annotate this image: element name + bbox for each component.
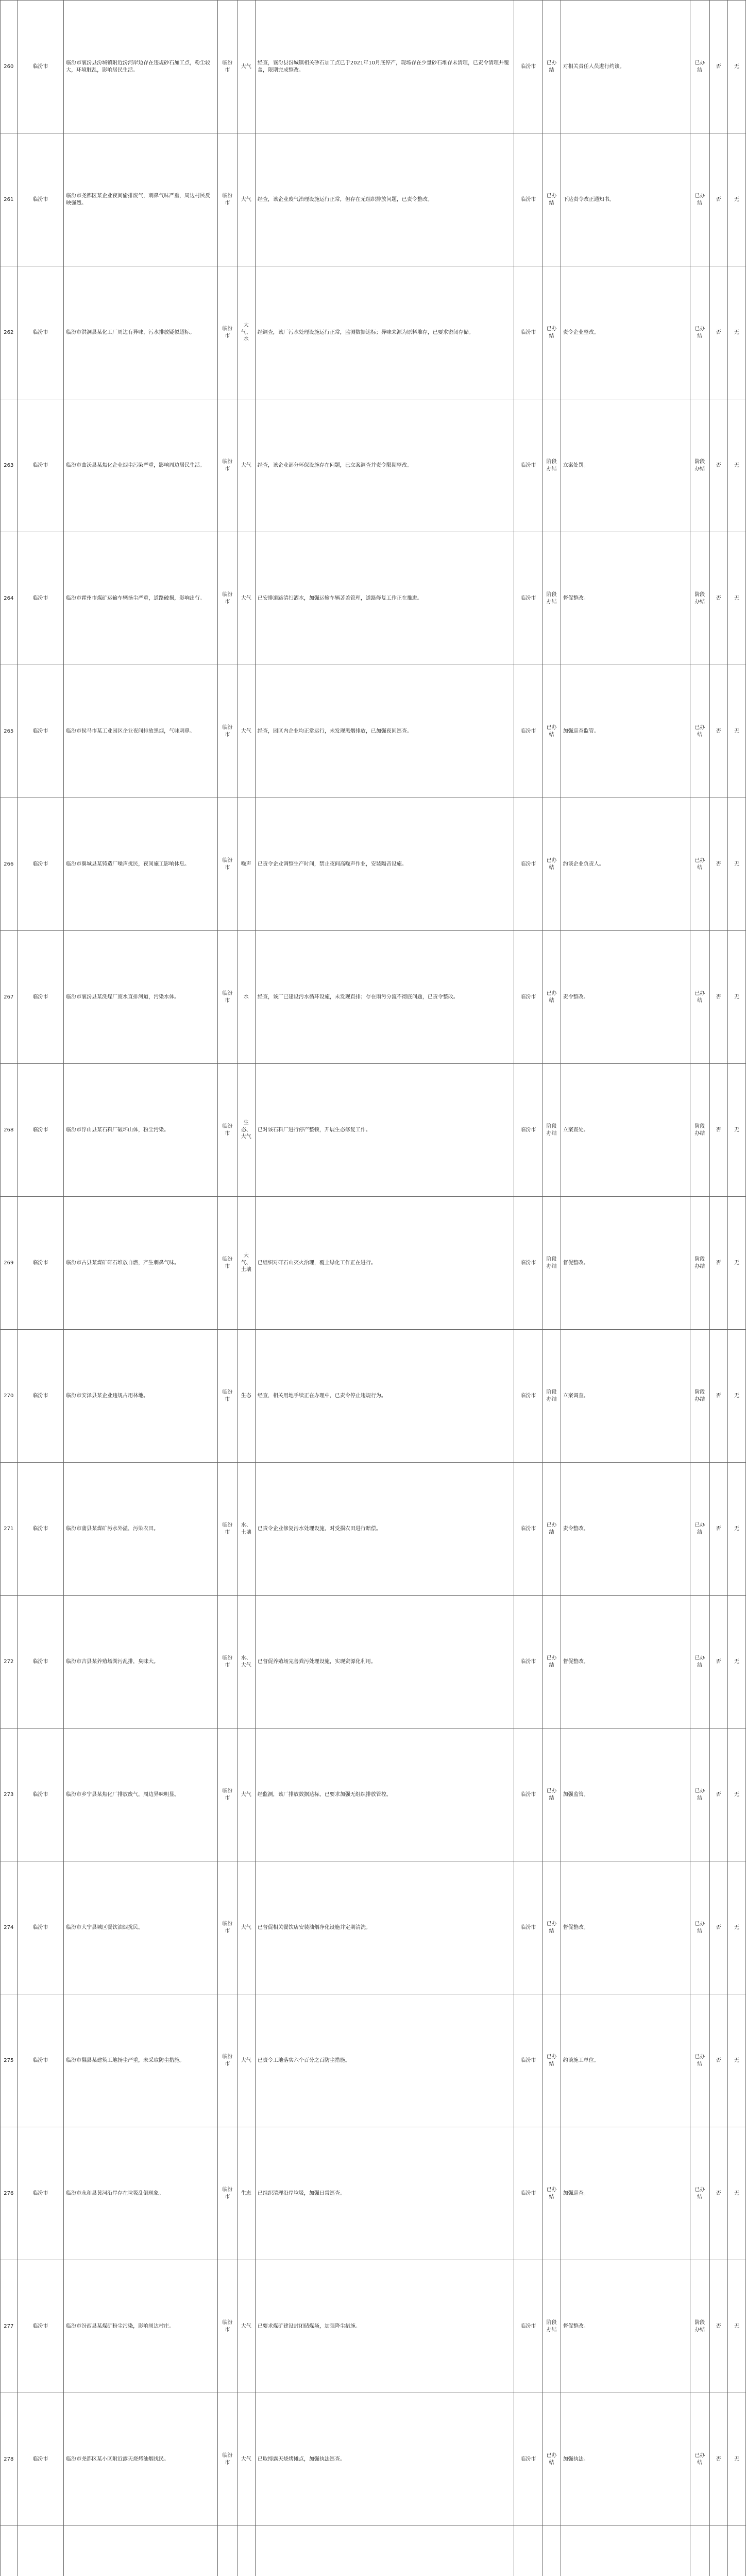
table-row [1, 1330, 746, 1463]
flag-cell: 否 [709, 1596, 727, 1728]
type-cell: 大气 [237, 2393, 255, 2526]
status-cell: 已办结 [542, 1728, 561, 1861]
responsibility-cell: 加强巡查监管。 [561, 665, 690, 798]
city-cell-2: 临汾市 [514, 1064, 542, 1197]
status-cell: 已办结 [542, 1861, 561, 1994]
status-cell: 阶段办结 [542, 1064, 561, 1197]
status-cell-2: 阶段办结 [690, 2260, 709, 2393]
type-cell: 水、大气 [237, 1596, 255, 1728]
responsibility-cell: 加强执法。 [561, 2393, 690, 2526]
flag-cell: 否 [709, 931, 727, 1064]
note-cell: 无 [727, 1994, 745, 2127]
row-number: 271 [1, 1463, 18, 1596]
status-cell-2: 阶段办结 [690, 532, 709, 665]
status-cell: 已办结 [542, 133, 561, 266]
status-cell-2: 阶段办结 [690, 1330, 709, 1463]
type-cell: 大气、土壤 [237, 1197, 255, 1330]
city-cell-2: 临汾市 [514, 2393, 542, 2526]
area-cell: 临汾市 [17, 931, 63, 1064]
table-body [1, 1, 746, 2576]
table-row [1, 798, 746, 931]
responsibility-cell: 督促整改。 [561, 2260, 690, 2393]
row-number: 272 [1, 1596, 18, 1728]
city-cell-2: 临汾市 [514, 266, 542, 399]
status-cell: 已办结 [542, 1596, 561, 1728]
status-cell-2: 阶段办结 [690, 1064, 709, 1197]
type-cell [237, 2526, 255, 2576]
problem-cell: 临汾市霍州市煤矿运输车辆扬尘严重，道路破损，影响出行。 [64, 532, 218, 665]
status-cell-2: 已办结 [690, 1994, 709, 2127]
area-cell [17, 2526, 63, 2576]
row-number: 264 [1, 532, 18, 665]
responsibility-cell: 责令整改。 [561, 1463, 690, 1596]
problem-cell: 临汾市翼城县某铸造厂噪声扰民，夜间施工影响休息。 [64, 798, 218, 931]
table-row [1, 665, 746, 798]
progress-cell: 经调查，该厂污水处理设施运行正常，监测数据达标；异味来源为原料堆存，已要求密闭存储。 [255, 266, 514, 399]
note-cell: 无 [727, 1, 745, 133]
note-cell: 无 [727, 798, 745, 931]
row-number: 266 [1, 798, 18, 931]
status-cell: 已办结 [542, 798, 561, 931]
row-number: 263 [1, 399, 18, 532]
area-cell: 临汾市 [17, 266, 63, 399]
flag-cell: 否 [709, 1463, 727, 1596]
status-cell: 已办结 [542, 266, 561, 399]
problem-cell: 临汾市隰县某建筑工地扬尘严重，未采取防尘措施。 [64, 1994, 218, 2127]
problem-cell: 临汾市蒲县某煤矿污水外溢，污染农田。 [64, 1463, 218, 1596]
progress-cell: 已责令企业调整生产时间，禁止夜间高噪声作业，安装隔音设施。 [255, 798, 514, 931]
city-cell: 临汾市 [218, 2393, 238, 2526]
type-cell: 大气、水 [237, 266, 255, 399]
flag-cell: 否 [709, 133, 727, 266]
type-cell: 大气 [237, 532, 255, 665]
status-cell-2: 已办结 [690, 1861, 709, 1994]
note-cell: 无 [727, 266, 745, 399]
row-number: 268 [1, 1064, 18, 1197]
flag-cell: 否 [709, 399, 727, 532]
row-number: 274 [1, 1861, 18, 1994]
responsibility-cell: 约谈施工单位。 [561, 1994, 690, 2127]
city-cell: 临汾市 [218, 266, 238, 399]
progress-cell: 已对该石料厂进行停产整顿，开展生态修复工作。 [255, 1064, 514, 1197]
flag-cell: 否 [709, 2260, 727, 2393]
problem-cell: 临汾市安泽县某企业违规占用林地。 [64, 1330, 218, 1463]
flag-cell: 否 [709, 532, 727, 665]
responsibility-cell: 立案查处。 [561, 1064, 690, 1197]
responsibility-cell: 督促整改。 [561, 1861, 690, 1994]
city-cell: 临汾市 [218, 1330, 238, 1463]
problem-cell: 临汾市尧都区某企业夜间偷排废气，刺鼻气味严重，周边村民反映强烈。 [64, 133, 218, 266]
row-number: 260 [1, 1, 18, 133]
table-row [1, 1861, 746, 1994]
progress-cell: 经查，该企业部分环保设施存在问题，已立案调查并责令限期整改。 [255, 399, 514, 532]
progress-cell: 经查，园区内企业均正常运行，未发现黑烟排放，已加强夜间巡查。 [255, 665, 514, 798]
progress-cell: 已要求煤矿建设封闭储煤场，加强降尘措施。 [255, 2260, 514, 2393]
note-cell: 无 [727, 399, 745, 532]
city-cell-2: 临汾市 [514, 1197, 542, 1330]
flag-cell: 否 [709, 1330, 727, 1463]
city-cell: 临汾市 [218, 1728, 238, 1861]
city-cell: 临汾市 [218, 2260, 238, 2393]
city-cell: 临汾市 [218, 931, 238, 1064]
city-cell-2: 临汾市 [514, 2260, 542, 2393]
responsibility-cell: 约谈企业负责人。 [561, 798, 690, 931]
note-cell: 无 [727, 931, 745, 1064]
city-cell: 临汾市 [218, 1, 238, 133]
area-cell: 临汾市 [17, 1596, 63, 1728]
type-cell: 大气 [237, 133, 255, 266]
flag-cell: 否 [709, 1861, 727, 1994]
status-cell-2: 已办结 [690, 133, 709, 266]
note-cell: 无 [727, 1330, 745, 1463]
table-row [1, 1728, 746, 1861]
problem-cell: 临汾市汾西县某煤矿粉尘污染，影响周边村庄。 [64, 2260, 218, 2393]
area-cell: 临汾市 [17, 1994, 63, 2127]
type-cell: 大气 [237, 1, 255, 133]
type-cell: 大气 [237, 1861, 255, 1994]
status-cell-2: 已办结 [690, 1596, 709, 1728]
flag-cell [709, 2526, 727, 2576]
status-cell: 阶段办结 [542, 1197, 561, 1330]
problem-cell: 临汾市浮山县某石料厂破坏山体，粉尘污染。 [64, 1064, 218, 1197]
status-cell-2: 已办结 [690, 2393, 709, 2526]
status-cell: 已办结 [542, 1, 561, 133]
table-row [1, 399, 746, 532]
area-cell: 临汾市 [17, 532, 63, 665]
table-row [1, 2127, 746, 2260]
table-row [1, 1197, 746, 1330]
table-row [1, 1064, 746, 1197]
responsibility-cell: 责令整改。 [561, 931, 690, 1064]
status-cell-2: 已办结 [690, 1, 709, 133]
city-cell-2: 临汾市 [514, 532, 542, 665]
status-cell: 已办结 [542, 665, 561, 798]
progress-cell: 已安排道路清扫洒水，加强运输车辆苫盖管理，道路修复工作正在推进。 [255, 532, 514, 665]
city-cell: 临汾市 [218, 1861, 238, 1994]
note-cell: 无 [727, 1596, 745, 1728]
table-row [1, 1596, 746, 1728]
type-cell: 生态、大气 [237, 1064, 255, 1197]
city-cell: 临汾市 [218, 399, 238, 532]
type-cell: 生态 [237, 2127, 255, 2260]
flag-cell: 否 [709, 1, 727, 133]
flag-cell: 否 [709, 1994, 727, 2127]
status-cell-2: 已办结 [690, 1728, 709, 1861]
city-cell-2: 临汾市 [514, 1596, 542, 1728]
row-number: 269 [1, 1197, 18, 1330]
progress-cell: 已取缔露天烧烤摊点，加强执法巡查。 [255, 2393, 514, 2526]
area-cell: 临汾市 [17, 665, 63, 798]
flag-cell: 否 [709, 266, 727, 399]
area-cell: 临汾市 [17, 1064, 63, 1197]
flag-cell: 否 [709, 798, 727, 931]
type-cell: 水、土壤 [237, 1463, 255, 1596]
progress-cell: 已责令工地落实六个百分之百防尘措施。 [255, 1994, 514, 2127]
row-number: 275 [1, 1994, 18, 2127]
type-cell: 大气 [237, 1728, 255, 1861]
area-cell: 临汾市 [17, 1, 63, 133]
row-number: 277 [1, 2260, 18, 2393]
area-cell: 临汾市 [17, 798, 63, 931]
area-cell: 临汾市 [17, 1861, 63, 1994]
status-cell: 阶段办结 [542, 1330, 561, 1463]
status-cell: 已办结 [542, 1994, 561, 2127]
note-cell: 无 [727, 1861, 745, 1994]
note-cell: 无 [727, 2260, 745, 2393]
status-cell-2 [690, 2526, 709, 2576]
status-cell-2: 已办结 [690, 2127, 709, 2260]
row-number: 270 [1, 1330, 18, 1463]
progress-cell: 经查，该企业废气治理设施运行正常，但存在无组织排放问题，已责令整改。 [255, 133, 514, 266]
responsibility-cell: 加强巡查。 [561, 2127, 690, 2260]
responsibility-cell: 督促整改。 [561, 532, 690, 665]
city-cell-2: 临汾市 [514, 133, 542, 266]
problem-cell [64, 2526, 218, 2576]
table-row [1, 133, 746, 266]
city-cell: 临汾市 [218, 1064, 238, 1197]
city-cell: 临汾市 [218, 798, 238, 931]
city-cell-2: 临汾市 [514, 1, 542, 133]
progress-cell: 经查，该厂已建设污水循环设施，未发现直排；存在雨污分流不彻底问题，已责令整改。 [255, 931, 514, 1064]
responsibility-cell: 对相关责任人员进行约谈。 [561, 1, 690, 133]
area-cell: 临汾市 [17, 2127, 63, 2260]
progress-cell: 经监测，该厂排放数据达标，已要求加强无组织排放管控。 [255, 1728, 514, 1861]
table-row [1, 1994, 746, 2127]
status-cell-2: 已办结 [690, 1463, 709, 1596]
row-number: 267 [1, 931, 18, 1064]
progress-cell: 经查，襄汾县汾城镇相关砂石加工点已于2021年10月底停产，现场存在少量砂石堆存未清理，已责令清理并覆盖，限期完成整改。 [255, 1, 514, 133]
city-cell-2: 临汾市 [514, 1994, 542, 2127]
row-number: 278 [1, 2393, 18, 2526]
status-cell: 已办结 [542, 2127, 561, 2260]
city-cell-2 [514, 2526, 542, 2576]
area-cell: 临汾市 [17, 2260, 63, 2393]
status-cell: 阶段办结 [542, 399, 561, 532]
area-cell: 临汾市 [17, 2393, 63, 2526]
progress-cell: 经查，相关用地手续正在办理中，已责令停止违规行为。 [255, 1330, 514, 1463]
city-cell: 临汾市 [218, 133, 238, 266]
type-cell: 水 [237, 931, 255, 1064]
city-cell: 临汾市 [218, 2127, 238, 2260]
note-cell [727, 2526, 745, 2576]
table-row [1, 532, 746, 665]
row-number: 261 [1, 133, 18, 266]
responsibility-cell: 下达责令改正通知书。 [561, 133, 690, 266]
city-cell-2: 临汾市 [514, 1330, 542, 1463]
flag-cell: 否 [709, 2127, 727, 2260]
city-cell-2: 临汾市 [514, 931, 542, 1064]
city-cell: 临汾市 [218, 665, 238, 798]
type-cell: 大气 [237, 1994, 255, 2127]
flag-cell: 否 [709, 2393, 727, 2526]
row-number: 262 [1, 266, 18, 399]
type-cell: 大气 [237, 399, 255, 532]
status-cell: 已办结 [542, 1463, 561, 1596]
type-cell: 生态 [237, 1330, 255, 1463]
table-row [1, 931, 746, 1064]
status-cell-2: 已办结 [690, 266, 709, 399]
status-cell: 阶段办结 [542, 532, 561, 665]
flag-cell: 否 [709, 1728, 727, 1861]
city-cell: 临汾市 [218, 1596, 238, 1728]
progress-cell: 已督促相关餐饮店安装油烟净化设施并定期清洗。 [255, 1861, 514, 1994]
note-cell: 无 [727, 1197, 745, 1330]
problem-cell: 临汾市襄汾县某洗煤厂废水直排河道，污染水体。 [64, 931, 218, 1064]
responsibility-cell [561, 2526, 690, 2576]
problem-cell: 临汾市襄汾县汾城镇附近汾河岸边存在违规砂石加工点，粉尘较大，环境脏乱，影响居民生活。 [64, 1, 218, 133]
city-cell-2: 临汾市 [514, 399, 542, 532]
area-cell: 临汾市 [17, 399, 63, 532]
note-cell: 无 [727, 2127, 745, 2260]
problem-cell: 临汾市古县某煤矿矸石堆放自燃，产生刺鼻气味。 [64, 1197, 218, 1330]
table-row [1, 1463, 746, 1596]
problem-cell: 临汾市大宁县城区餐饮油烟扰民。 [64, 1861, 218, 1994]
city-cell-2: 临汾市 [514, 665, 542, 798]
problem-cell: 临汾市侯马市某工业园区企业夜间排放黑烟，气味刺鼻。 [64, 665, 218, 798]
row-number: 265 [1, 665, 18, 798]
status-cell-2: 阶段办结 [690, 1197, 709, 1330]
flag-cell: 否 [709, 1064, 727, 1197]
city-cell-2: 临汾市 [514, 1728, 542, 1861]
note-cell: 无 [727, 1064, 745, 1197]
row-number: 273 [1, 1728, 18, 1861]
flag-cell: 否 [709, 665, 727, 798]
status-cell: 阶段办结 [542, 2260, 561, 2393]
problem-cell: 临汾市尧都区某小区附近露天烧烤油烟扰民。 [64, 2393, 218, 2526]
table-row [1, 2393, 746, 2526]
type-cell: 大气 [237, 665, 255, 798]
row-number: 276 [1, 2127, 18, 2260]
city-cell-2: 临汾市 [514, 798, 542, 931]
table-row [1, 2526, 746, 2576]
responsibility-cell: 立案处罚。 [561, 399, 690, 532]
note-cell: 无 [727, 532, 745, 665]
progress-cell: 已组织对矸石山灭火治理，覆土绿化工作正在进行。 [255, 1197, 514, 1330]
note-cell: 无 [727, 133, 745, 266]
type-cell: 大气 [237, 2260, 255, 2393]
table-row [1, 266, 746, 399]
type-cell: 噪声 [237, 798, 255, 931]
city-cell [218, 2526, 238, 2576]
responsibility-cell: 督促整改。 [561, 1197, 690, 1330]
city-cell: 临汾市 [218, 1463, 238, 1596]
city-cell: 临汾市 [218, 1197, 238, 1330]
problem-cell: 临汾市吉县某养殖场粪污乱排，臭味大。 [64, 1596, 218, 1728]
status-cell [542, 2526, 561, 2576]
status-cell-2: 阶段办结 [690, 399, 709, 532]
responsibility-cell: 加强监管。 [561, 1728, 690, 1861]
area-cell: 临汾市 [17, 1330, 63, 1463]
city-cell-2: 临汾市 [514, 1463, 542, 1596]
progress-cell [255, 2526, 514, 2576]
area-cell: 临汾市 [17, 1463, 63, 1596]
note-cell: 无 [727, 2393, 745, 2526]
responsibility-cell: 督促整改。 [561, 1596, 690, 1728]
city-cell: 临汾市 [218, 532, 238, 665]
note-cell: 无 [727, 1463, 745, 1596]
area-cell: 临汾市 [17, 1728, 63, 1861]
note-cell: 无 [727, 1728, 745, 1861]
problem-cell: 临汾市永和县黄河沿岸存在垃圾乱倒现象。 [64, 2127, 218, 2260]
problem-cell: 临汾市洪洞县某化工厂周边有异味，污水排放疑似超标。 [64, 266, 218, 399]
progress-cell: 已组织清理沿岸垃圾，加强日常巡查。 [255, 2127, 514, 2260]
status-cell-2: 已办结 [690, 798, 709, 931]
progress-cell: 已督促养殖场完善粪污处理设施，实现资源化利用。 [255, 1596, 514, 1728]
flag-cell: 否 [709, 1197, 727, 1330]
responsibility-cell: 责令企业整改。 [561, 266, 690, 399]
row-number [1, 2526, 18, 2576]
area-cell: 临汾市 [17, 133, 63, 266]
city-cell-2: 临汾市 [514, 2127, 542, 2260]
area-cell: 临汾市 [17, 1197, 63, 1330]
progress-cell: 已责令企业修复污水处理设施，对受损农田进行赔偿。 [255, 1463, 514, 1596]
city-cell-2: 临汾市 [514, 1861, 542, 1994]
status-cell: 已办结 [542, 2393, 561, 2526]
status-cell-2: 已办结 [690, 665, 709, 798]
city-cell: 临汾市 [218, 1994, 238, 2127]
problem-cell: 临汾市乡宁县某焦化厂排放废气，周边异味明显。 [64, 1728, 218, 1861]
problem-cell: 临汾市曲沃县某焦化企业烟尘污染严重，影响周边居民生活。 [64, 399, 218, 532]
table-row [1, 1, 746, 133]
status-cell-2: 已办结 [690, 931, 709, 1064]
table-row [1, 2260, 746, 2393]
status-cell: 已办结 [542, 931, 561, 1064]
responsibility-cell: 立案调查。 [561, 1330, 690, 1463]
note-cell: 无 [727, 665, 745, 798]
